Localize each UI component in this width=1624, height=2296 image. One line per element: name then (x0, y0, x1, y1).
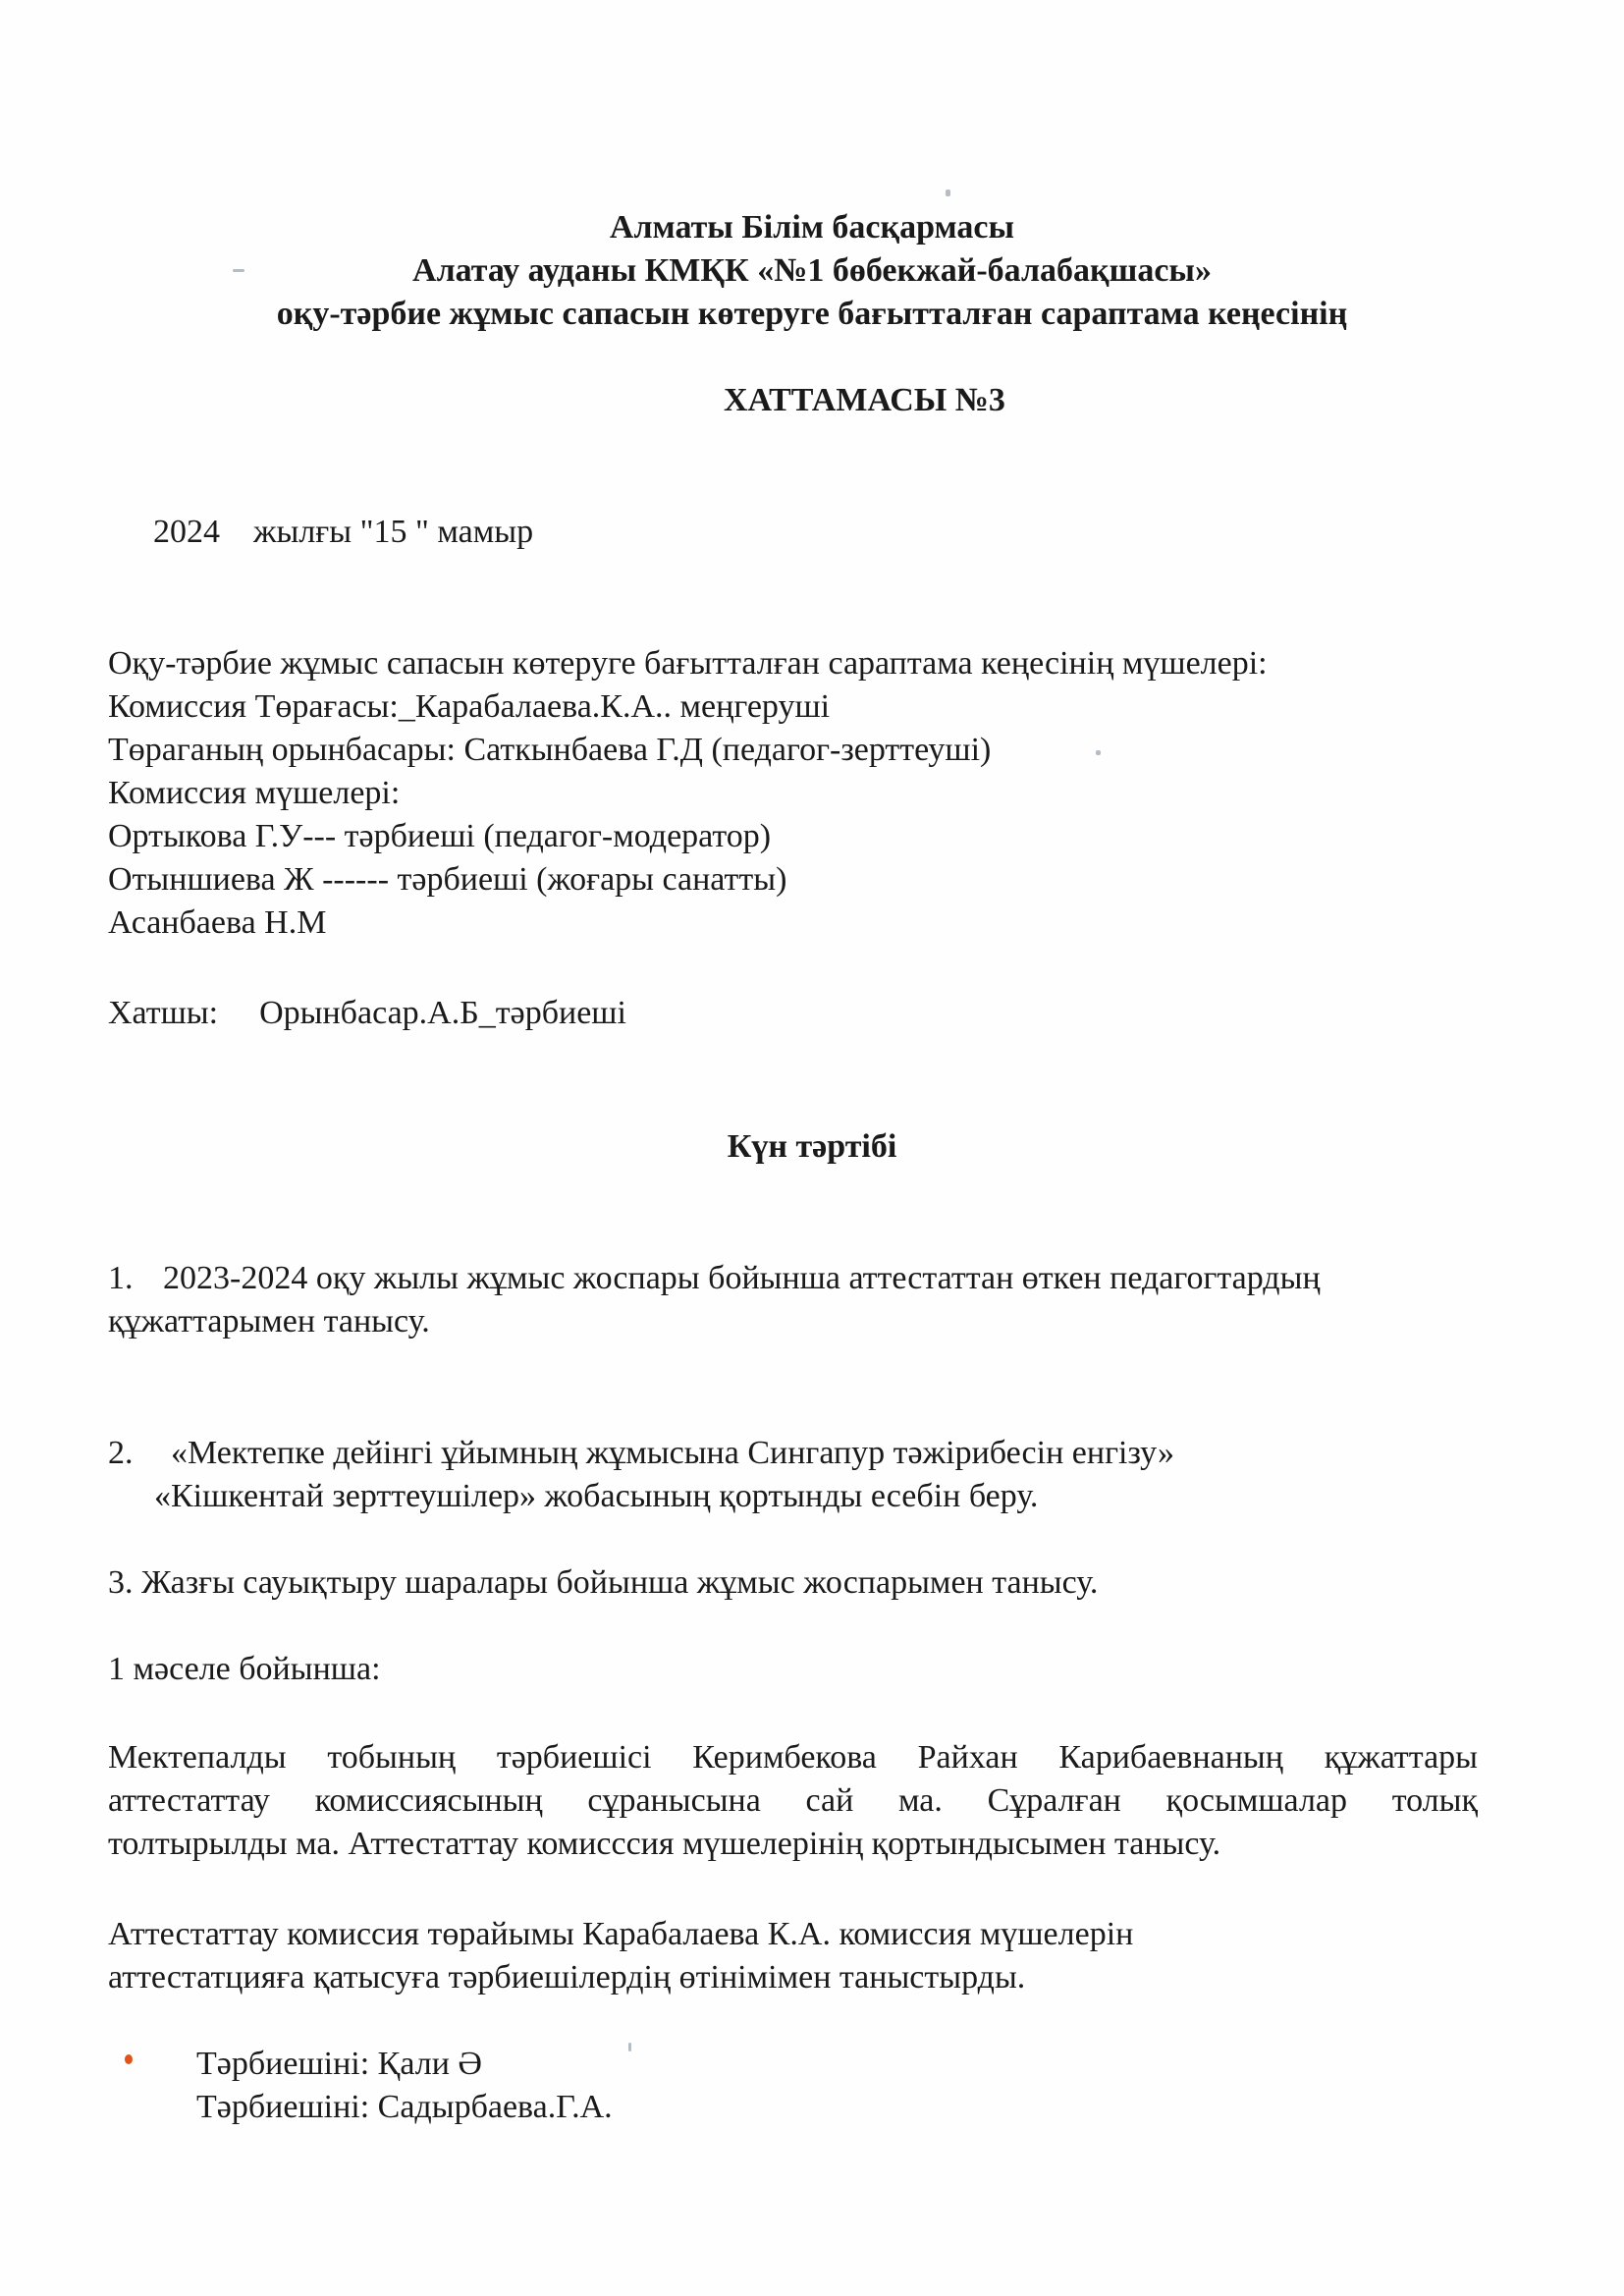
agenda-item-2-line-2: «Кішкентай зерттеушілер» жобасының қортынды есебін беру. (154, 1478, 1039, 1514)
issue-1-paragraph-1-line-2: аттестаттау комиссиясының сұранысына сай ма. Сұралған қосымшалар толық (108, 1782, 1478, 1819)
members-label: Комиссия мүшелері: (108, 775, 401, 811)
date-year: 2024 (153, 514, 220, 550)
issue-1-paragraph-1-line-3: толтырылды ма. Аттестаттау комисссия мүшелерінің қортындысымен танысу. (108, 1826, 1221, 1862)
member-1: Ортыкова Г.У--- тәрбиеші (педагог-модератор) (108, 818, 772, 854)
scan-speck (628, 2043, 631, 2051)
agenda-item-3: 3. Жазғы сауықтыру шаралары бойынша жұмыс жоспарымен танысу. (108, 1564, 1099, 1601)
org-line-3: оқу-тәрбие жұмыс сапасын көтеруге бағытталған сараптама кеңесінің (276, 296, 1348, 332)
agenda-item-1-line-1: 2023-2024 оқу жылы жұмыс жоспары бойынша аттестаттан өткен педагогтардың (163, 1260, 1321, 1296)
issue-1-heading: 1 мәселе бойынша: (108, 1651, 381, 1687)
issue-1-paragraph-2-line-2: аттестатцияға қатысуға тәрбиешілердің өтінімімен таныстырды. (108, 1959, 1026, 1995)
agenda-item-2-number: 2. (108, 1435, 134, 1471)
agenda-item-2-line-1: «Мектепке дейінгі ұйымның жұмысына Сингапур тәжірибесін енгізу» (171, 1435, 1175, 1471)
secretary-label: Хатшы: (108, 995, 219, 1031)
bullet-item-2: Тәрбиешіні: Садырбаева.Г.А. (196, 2089, 613, 2125)
issue-1-paragraph-1-line-1: Мектепалды тобының тәрбиешісі Керимбекова Райхан Карибаевнаның құжаттары (108, 1739, 1478, 1776)
scan-speck (946, 190, 950, 196)
secretary-value: Орынбасар.А.Б_тәрбиеші (259, 995, 626, 1031)
agenda-item-1-number: 1. (108, 1260, 134, 1296)
commission-chair: Комиссия Төрағасы:_Карабалаева.К.А.. меңгеруші (108, 688, 831, 725)
agenda-title: Күн тәртібі (727, 1128, 897, 1165)
org-line-1: Алматы Білім басқармасы (609, 209, 1015, 246)
deputy-chair: Төраганың орынбасары: Саткынбаева Г.Д (педагог-зерттеуші) (108, 732, 992, 768)
protocol-title: ХАТТАМАСЫ №3 (724, 382, 1005, 418)
issue-1-paragraph-2-line-1: Аттестаттау комиссия төрайымы Карабалаева К.А. комиссия мүшелерін (108, 1916, 1134, 1952)
agenda-item-1-line-2: құжаттарымен танысу. (108, 1303, 430, 1339)
member-2: Отыншиева Ж ------ тәрбиеші (жоғары санатты) (108, 861, 787, 898)
members-intro: Оқу-тәрбие жұмыс сапасын көтеруге бағытталған сараптама кеңесінің мүшелері: (108, 645, 1268, 682)
bullet-dot (125, 2054, 133, 2064)
date-line (153, 513, 533, 552)
org-line-2: Алатау ауданы КМҚК «№1 бөбекжай-балабақшасы» (412, 252, 1212, 289)
scan-speck (1096, 750, 1101, 755)
secretary-line (108, 994, 626, 1033)
date-text: жылғы "15 " мамыр (253, 514, 534, 550)
member-3: Асанбаева Н.М (108, 904, 327, 941)
bullet-item-1: Тәрбиешіні: Қали Ә (196, 2046, 482, 2082)
